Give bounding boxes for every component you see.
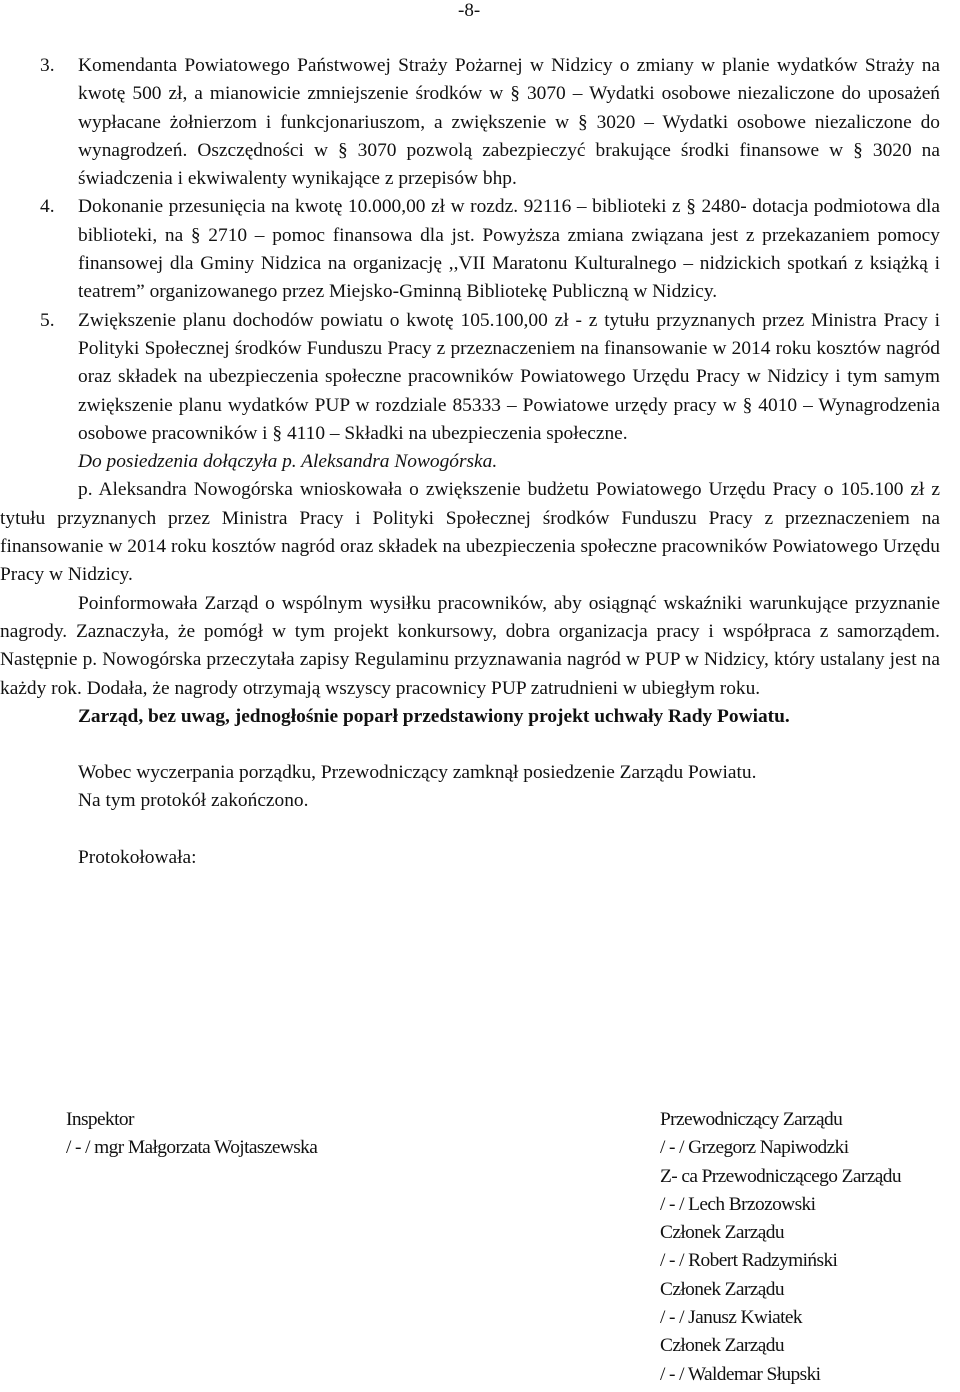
- signature-name: / - / Waldemar Słupski: [660, 1363, 821, 1385]
- recorded-by-label: Protokołowała:: [78, 846, 197, 868]
- list-item-number: 5.: [40, 309, 55, 331]
- signature-title: Przewodniczący Zarządu: [660, 1109, 843, 1130]
- paragraph: Poinformowała Zarząd o wspólnym wysiłku pracowników, aby osiągnąć wskaźniki warunkujące przyznanie nagrody. Zaznaczyła, że pomógł w tym projekt konkursowy, dobra organizacja pracy i współpraca z samorządem. Następnie p. Nowogórska przeczytała zapisy Regulaminu przyznawania nagród w PUP w Nidzicy, który ustalany jest na każdy rok. Dodała, że nagrody otrzymają wszyscy pracownicy PUP zatrudnieni w ubiegłym roku.: [0, 592, 940, 699]
- list-item-number: 4.: [40, 196, 55, 218]
- signature-name: / - / Lech Brzozowski: [660, 1193, 816, 1215]
- signature-title: Członek Zarządu: [660, 1222, 784, 1244]
- list-item: [0, 307, 940, 448]
- signature-title: Z- ca Przewodniczącego Zarządu: [660, 1165, 901, 1187]
- document-body: [0, 52, 940, 872]
- signature-title: Członek Zarządu: [660, 1278, 784, 1300]
- resolution-text: Zarząd, bez uwag, jednogłośnie poparł przedstawiony projekt uchwały Rady Powiatu.: [78, 705, 790, 727]
- signature-right: [660, 1106, 901, 1389]
- list-item-text: Komendanta Powiatowego Państwowej Straży Pożarnej w Nidzicy o zmiany w planie wydatków Straży na kwotę 500 zł, a mianowicie zmniejszenie środków w § 3070 – Wydatki osobowe niezaliczone do uposażeń wypłacane żołnierzom i funkcjonariuszom, a zwiększenie w § 3020 – Wydatki osobowe niezaliczone do wynagrodzeń. Oszczędności w § 3070 pozwolą zabezpieczyć brakujące środki finansowe w § 3020 na świadczenia i ekwiwalenty wynikające z przepisów bhp.: [78, 55, 940, 190]
- list-item: [0, 193, 940, 306]
- paragraph: p. Aleksandra Nowogórska wnioskowała o zwiększenie budżetu Powiatowego Urzędu Pracy o 105.100 zł z tytułu przyznanych przez Ministra Pracy i Polityki Społecznej środków Funduszu Pracy z przeznaczeniem na finansowanie w 2014 roku kosztów nagród oraz składek na ubezpieczenia społeczne pracowników Powiatowego Urzędu Pracy w Nidzicy.: [0, 479, 940, 586]
- signature-title: Członek Zarządu: [660, 1335, 784, 1357]
- list-item-text: Dokonanie przesunięcia na kwotę 10.000,00 zł w rozdz. 92116 – biblioteki z § 2480- dotacja podmiotowa dla biblioteki, na § 2710 – pomoc finansowa dla jst. Powyższa zmiana związana jest z przekazaniem pomocy finansowej dla Gminy Nidzica na organizację ,,VII Maratonu Kulturalnego – nidzickich spotkań z książką i teatrem” organizowanego przez Miejsko-Gminną Bibliotekę Publiczną w Nidzicy.: [78, 196, 940, 303]
- signature-title: Inspektor: [66, 1109, 134, 1130]
- attendance-note: Do posiedzenia dołączyła p. Aleksandra Nowogórska.: [78, 451, 498, 473]
- signature-left: [66, 1106, 317, 1163]
- list-item-text: Zwiększenie planu dochodów powiatu o kwotę 105.100,00 zł - z tytułu przyznanych przez Ministra Pracy i Polityki Społecznej środków Funduszu Pracy z przeznaczeniem na finansowanie w 2014 roku kosztów nagród oraz składek na ubezpieczenia społeczne pracowników Powiatowego Urzędu Pracy w Nidzicy i tym samym zwiększenie planu wydatków PUP w rozdziale 85333 – Powiatowe urzędy pracy w § 4010 – Wynagrodzenia osobowe pracowników i § 4110 – Składki na ubezpieczenia społeczne.: [78, 309, 940, 444]
- list-item-number: 3.: [40, 55, 55, 76]
- signature-name: / - / Janusz Kwiatek: [660, 1307, 803, 1329]
- signature-name: / - / mgr Małgorzata Wojtaszewska: [66, 1137, 318, 1159]
- ended-text: Na tym protokół zakończono.: [78, 790, 309, 812]
- signature-name: / - / Grzegorz Napiwodzki: [660, 1137, 849, 1159]
- closing-text: Wobec wyczerpania porządku, Przewodniczący zamknął posiedzenie Zarządu Powiatu.: [78, 762, 757, 784]
- list-item: [0, 52, 940, 193]
- page-number: -8-: [458, 0, 481, 21]
- signature-name: / - / Robert Radzymiński: [660, 1250, 838, 1272]
